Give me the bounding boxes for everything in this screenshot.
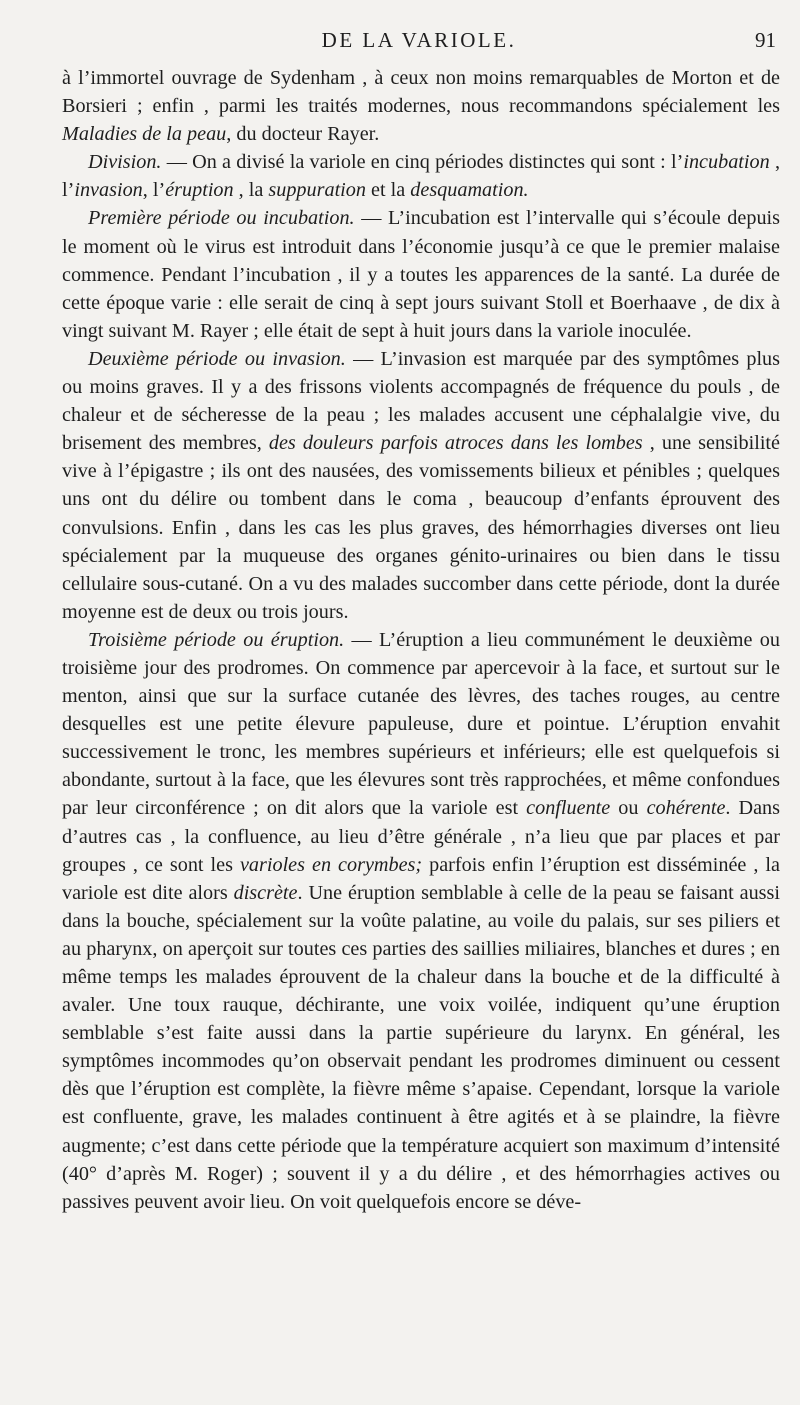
text-run: — On a divisé la variole en cinq périodes distinctes qui sont : l’ [161,151,684,174]
paragraph-division [62,148,780,204]
text-run: , la [233,179,269,202]
paragraph-premiere-periode [62,204,780,344]
paragraph-troisieme-periode [62,626,780,1216]
running-title: DE LA VARIOLE. [321,28,517,52]
italic-text: suppuration [268,179,366,202]
text-run: et la [365,179,411,202]
page-number: 91 [755,28,776,52]
text-run: , l’ [142,179,166,202]
text-run: , du docteur Rayer. [226,123,380,146]
text-run: , une sensibilité vive à l’épigastre ; ils ont des nausées, des vomissements bilieux et pénibles ; quelques uns ont du délire ou tombent dans le coma , beaucoup d’enfants éprouvent des convulsions. Enfin , dans les cas les plus graves, des hémorrhagies diverses ont lieu spécialement par la muqueuse des organes génito-urinaires ou bien dans le tissu cellulaire sous-cutané. On a vu des malades succomber dans cette période, dont la durée moyenne est de deux ou trois jours. [62,432,781,623]
italic-text: invasion [74,179,143,202]
text-run: parfois enfin l’éruption est disséminée , la variole est dite alors [62,853,780,904]
paragraph-deuxieme-periode [62,345,780,626]
body-text [62,64,780,1216]
page-header [62,22,776,56]
italic-text: varioles en corymbes; [239,853,423,876]
italic-text: confluente [526,797,611,820]
text-run: ou [610,797,647,820]
text-run: — L’éruption a lieu communément le deuxième ou troisième jour des prodromes. On commence par apercevoir à la face, et surtout sur le menton, ainsi que sur la surface cutanée des lèvres, des taches rouges, au centre desquelles est une petite élevure papuleuse, dure et pointue. L’éruption envahit successivement le tronc, les membres supérieurs et inférieurs; elle est quelquefois si abondante, surtout à la face, que les élevures sont très rapprochées, et même confondues par leur circonférence ; on dit alors que la variole est [62,628,780,820]
italic-text: cohérente [646,797,726,820]
text-run: . Dans d’autres cas , la confluence, au lieu d’être générale , n’a lieu que par places et par groupes , ce sont les [62,797,780,876]
italic-text: discrète [233,881,298,904]
italic-text: Division. [88,151,162,174]
text-run: à l’immortel ouvrage de Sydenham , à ceux non moins remarquables de Morton et de Borsieri ; enfin , parmi les traités modernes, nous recommandons spécialement les [62,67,780,118]
italic-text: Maladies de la peau [62,123,227,146]
italic-text: des douleurs parfois atroces dans les lombes [268,432,643,455]
text-run: — L’incubation est l’intervalle qui s’écoule depuis le moment où le virus est introduit dans l’économie jusqu’à ce que le premier malaise commence. Pendant l’incubation , il y a toutes les apparences de la santé. La durée de cette époque varie : elle serait de cinq à sept jours suivant Stoll et Boerhaave , de dix à vingt suivant M. Rayer ; elle était de sept à huit jours dans la variole inoculée. [62,207,780,342]
text-run: , l’ [62,151,780,202]
text-run: — L’invasion est marquée par des symptômes plus ou moins graves. Il y a des frissons violents accompagnés de fréquence du pouls , de chaleur et de sécheresse de la peau ; les malades accusent une céphalalgie vive, du brisement des membres, [62,347,780,455]
italic-text: Troisième période ou éruption. [88,628,345,651]
italic-text: desquamation. [410,179,529,202]
paragraph-intro-continued [62,64,780,148]
italic-text: éruption [165,179,234,202]
italic-text: Deuxième période ou invasion. [88,347,346,370]
italic-text: incubation [683,151,770,174]
text-run: . Une éruption semblable à celle de la peau se faisant aussi dans la bouche, spécialement sur la voûte palatine, au voile du palais, sur ses piliers et au pharynx, on aperçoit sur toutes ces parties des saillies miliaires, blanches et dures ; en même temps les malades éprouvent de la chaleur dans la bouche et de la difficulté à avaler. Une toux rauque, déchirante, une voix voilée, indiquent qu’une éruption semblable s’est faite aussi dans la partie supérieure du larynx. En général, les symptômes incommodes qu’on observait pendant les prodromes diminuent ou cessent dès que l’éruption est complète, la fièvre même s’apaise. Cependant, lorsque la variole est confluente, grave, les malades continuent à être agités et à se plaindre, la fièvre augmente; c’est dans cette période que la température acquiert son maximum d’intensité (40° d’après M. Roger) ; souvent il y a du délire , et des hémorrhagies actives ou passives peuvent avoir lieu. On voit quelquefois encore se déve- [62,881,780,1213]
italic-text: Première période ou incubation. [88,207,355,230]
